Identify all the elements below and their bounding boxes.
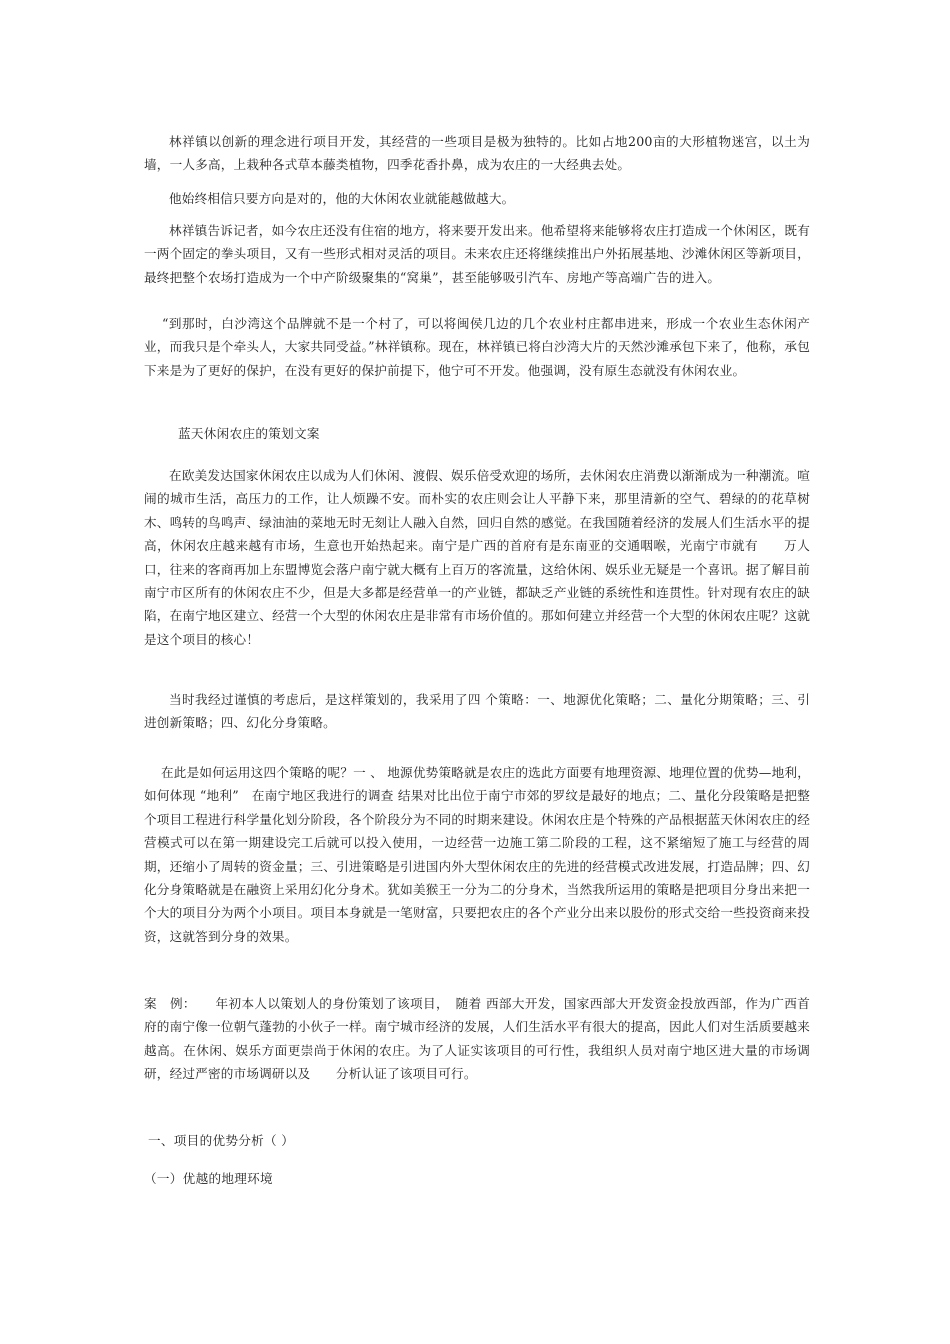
paragraph-background: 在欧美发达国家休闲农庄以成为人们休闲、渡假、娱乐倍受欢迎的场所，去休闲农庄消费以渐渐成为一种潮流。喧闹的城市生活，高压力的工作，让人烦躁不安。而朴实的农庄则会让人平静下来，那里清新的空气、碧绿的的花草树木、鸣转的鸟鸣声、绿油油的菜地无时无刻让人融入自然，回归自然的感觉。在我国随着经济的发展人们生活水平的提高，休闲农庄越来越有市场，生意也开始热起来。南宁是广西的首府有是东南亚的交通咽喉，光南宁市就有 万人口，往来的客商再加上东盟博览会落户南宁就大概有上百万的客流量，这给休闲、娱乐业无疑是一个喜讯。据了解目前南宁市区所有的休闲农庄不少，但是大多都是经营单一的产业链，都缺乏产业链的系统性和连贯性。针对现有农庄的缺陷，在南宁地区建立、经营一个大型的休闲农庄是非常有市场价值的。那如何建立并经营一个大型的休闲农庄呢？这就是这个项目的核心！ <box>144 468 810 647</box>
paragraph-future-plan: 林祥镇告诉记者，如今农庄还没有住宿的地方，将来要开发出来。他希望将来能够将农庄打造成一个休闲区，既有一两个固定的拳头项目，又有一些形式相对灵活的项目。未来农庄还将继续推出户外拓展基地、沙滩休闲区等新项目，最终把整个农场打造成为一个中产阶级聚集的“窝巢”，甚至能够吸引汽车、房地产等高端广告的进入。 <box>144 223 810 285</box>
section-title-lantian: 蓝天休闲农庄的策划文案 <box>178 426 320 441</box>
paragraph-maze-project: 林祥镇以创新的理念进行项目开发，其经营的一些项目是极为独特的。比如占地200亩的大形植物迷宫，以土为墙，一人多高，上栽种各式草本藤类植物，四季花香扑鼻，成为农庄的一大经典去处。 <box>144 134 810 173</box>
paragraph-case: 案 例： 年初本人以策划人的身份策划了该项目， 随着 西部大开发，国家西部大开发资金投放西部，作为广西首府的南宁像一位朝气蓬勃的小伙子一样。南宁城市经济的发展，人们生活水平有很大的提高，因此人们对生活质要越来越高。在休闲、娱乐方面更崇尚于休闲的农庄。为了人证实该项目的可行性，我组织人员对南宁地区进大量的市场调研，经过严密的市场调研以及 分析认证了该项目可行。 <box>144 996 810 1082</box>
paragraph-four-strategies: 当时我经过谨慎的考虑后，是这样策划的，我采用了四 个策略：一、地源优化策略；二、量化分期策略；三、引进创新策略；四、幻化分身策略。 <box>144 692 810 731</box>
heading-geographic-environment: （一）优越的地理环境 <box>144 1171 273 1186</box>
heading-advantage-analysis: 一、项目的优势分析（ ） <box>148 1133 295 1148</box>
paragraph-baishawan-quote: “到那时，白沙湾这个品牌就不是一个村了，可以将闽侯几边的几个农业村庄都串进来，形成一个农业生态休闲产业，而我只是个牵头人，大家共同受益。”林祥镇称。现在，林祥镇已将白沙湾大片的天然沙滩承包下来了，他称，承包下来是为了更好的保护，在没有更好的保护前提下，他宁可不开发。他强调，没有原生态就没有休闲农业。 <box>144 316 810 378</box>
paragraph-belief: 他始终相信只要方向是对的，他的大休闲农业就能越做越大。 <box>169 191 515 206</box>
paragraph-strategy-details: 在此是如何运用这四个策略的呢？一 、 地源优势策略就是农庄的选此方面要有地理资源、地理位置的优势—地利，如何体现 “地利” 在南宁地区我进行的调查 结果对比出位于南宁市郊的罗纹是最好的地点；二、量化分段策略是把整个项目工程进行科学量化划分阶段，各个阶段分为不同的时期来建设。休闲农庄是个特殊的产品根据蓝天休闲农庄的经营模式可以在第一期建设完工后就可以投入使用，一边经营一边施工第二阶段的工程，这不紧缩短了施工与经营的周期，还缩小了周转的资金量；三、引进策略是引进国内外大型休闲农庄的先进的经营模式改进发展，打造品牌；四、幻化分身策略就是在融资上采用幻化分身术。犹如美猴王一分为二的分身术，当然我所运用的策略是把项目分身出来把一个大的项目分为两个小项目。项目本身就是一笔财富，只要把农庄的各个产业分出来以股份的形式交给一些投资商来投资，这就答到分身的效果。 <box>144 765 810 944</box>
